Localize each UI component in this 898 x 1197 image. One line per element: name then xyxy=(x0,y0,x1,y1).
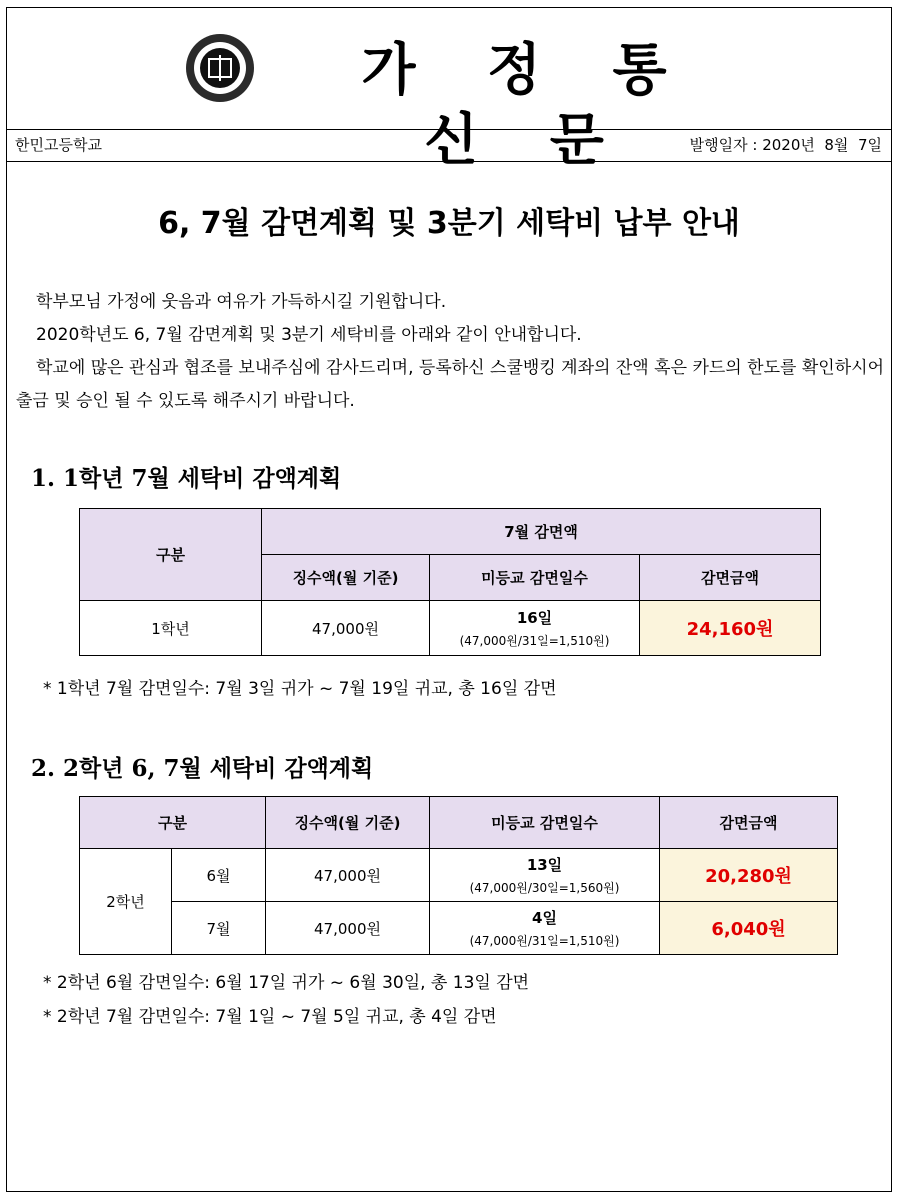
publish-label: 발행일자 : xyxy=(689,136,758,154)
table-row xyxy=(80,902,838,955)
days-value: 16일 xyxy=(516,609,553,627)
days-calc: (47,000원/31일=1,510원) xyxy=(459,634,610,648)
publish-date-value: 2020년 8월 7일 xyxy=(762,136,882,154)
section1-heading: 1. 1학년 7월 세탁비 감액계획 xyxy=(31,465,342,492)
reduction-cell: 20,280원 xyxy=(660,849,838,902)
amount-cell: 47,000원 xyxy=(266,902,430,955)
newsletter-title: 가 정 통 신 문 xyxy=(361,38,693,173)
table-header: 구분 xyxy=(80,797,266,849)
school-emblem-icon xyxy=(185,33,255,103)
days-value: 4일 xyxy=(532,909,557,927)
grade-cell: 1학년 xyxy=(80,601,262,656)
table-header: 징수액(월 기준) xyxy=(266,797,430,849)
amount-cell: 47,000원 xyxy=(266,849,430,902)
days-cell xyxy=(430,601,640,656)
publish-date xyxy=(690,130,882,160)
info-bar xyxy=(7,130,891,162)
document-frame xyxy=(6,7,892,1192)
days-calc: (47,000원/31일=1,510원) xyxy=(469,934,620,948)
section2-heading: 2. 2학년 6, 7월 세탁비 감액계획 xyxy=(31,755,374,782)
days-calc: (47,000원/30일=1,560원) xyxy=(469,881,620,895)
table-header: 미등교 감면일수 xyxy=(430,555,640,601)
intro-text xyxy=(16,286,884,418)
table-header: 감면금액 xyxy=(660,797,838,849)
table-header-merged: 7월 감면액 xyxy=(262,509,821,555)
section1-note: * 1학년 7월 감면일수: 7월 3일 귀가 ~ 7월 19일 귀교, 총 16일 감면 xyxy=(43,679,557,699)
grade-cell: 2학년 xyxy=(80,849,172,955)
table-header: 미등교 감면일수 xyxy=(430,797,660,849)
table-header: 징수액(월 기준) xyxy=(262,555,430,601)
amount-cell: 47,000원 xyxy=(262,601,430,656)
intro-paragraph: 2020학년도 6, 7월 감면계획 및 3분기 세탁비를 아래와 같이 안내합니다. xyxy=(36,325,582,345)
days-cell xyxy=(430,849,660,902)
month-cell: 6월 xyxy=(172,849,266,902)
days-cell xyxy=(430,902,660,955)
section2-note: * 2학년 7월 감면일수: 7월 1일 ~ 7월 5일 귀교, 총 4일 감면 xyxy=(43,1007,497,1027)
table-row xyxy=(80,849,838,902)
document-title: 6, 7월 감면계획 및 3분기 세탁비 납부 안내 xyxy=(158,206,740,241)
intro-paragraph: 학교에 많은 관심과 협조를 보내주심에 감사드리며, 등록하신 스쿨뱅킹 계좌의 잔액 혹은 카드의 한도를 확인하시어 출금 및 승인 될 수 있도록 해주시기 바랍니다. xyxy=(16,358,884,411)
days-value: 13일 xyxy=(526,856,563,874)
month-cell: 7월 xyxy=(172,902,266,955)
table-header-category: 구분 xyxy=(80,509,262,601)
table-header: 감면금액 xyxy=(640,555,821,601)
grade2-table xyxy=(79,796,838,955)
intro-paragraph: 학부모님 가정에 웃음과 여유가 가득하시길 기원합니다. xyxy=(36,292,447,312)
reduction-cell: 24,160원 xyxy=(640,601,821,656)
school-name: 한민고등학교 xyxy=(15,136,102,154)
table-row xyxy=(80,601,821,656)
section2-note: * 2학년 6월 감면일수: 6월 17일 귀가 ~ 6월 30일, 총 13일 감면 xyxy=(43,973,530,993)
grade1-table xyxy=(79,508,821,656)
reduction-cell: 6,040원 xyxy=(660,902,838,955)
